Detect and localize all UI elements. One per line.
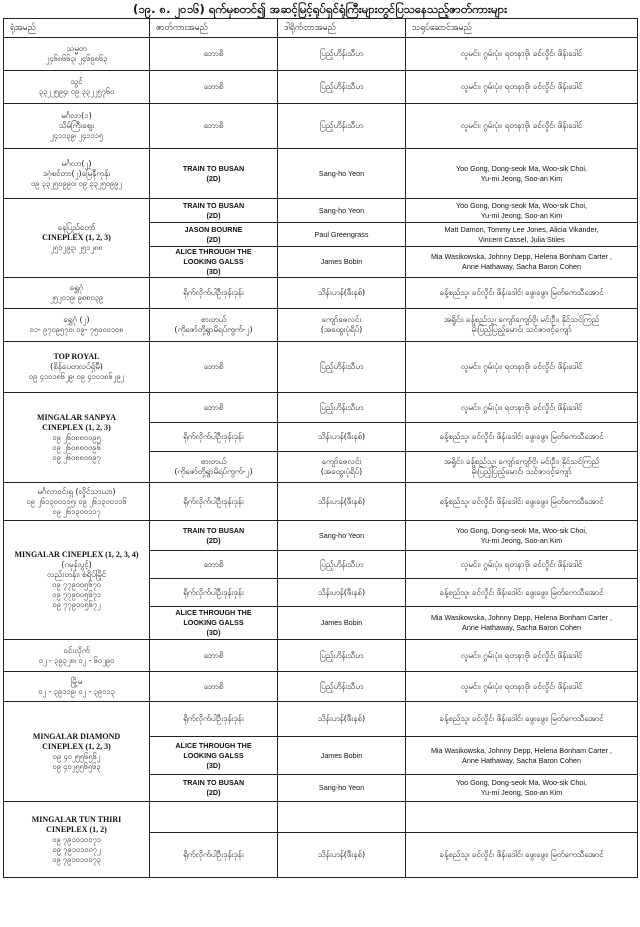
film-title: ဘောစိ <box>203 362 224 371</box>
cinema-name: မြို့မ <box>70 676 83 686</box>
cast-names: Anne Hathaway, Sacha Baron Cohen <box>462 623 581 632</box>
cast-names: Matt Damon, Tommy Lee Jones, Alicia Vikander, <box>444 224 599 234</box>
cast-names: လူမင်း၊ ဂွမ်းပုံး၊ ရတနာဗို၊ ခင်လှိုင်၊ ဖိန်းဒေါင် <box>460 362 583 371</box>
cast-cell <box>406 833 638 878</box>
director-cell <box>278 104 406 149</box>
film-title: (2D) <box>206 234 221 244</box>
film-title-cell <box>150 309 278 342</box>
cast-cell <box>406 702 638 737</box>
film-title-cell <box>150 640 278 672</box>
cinema-phone: ၀၉ ၄၀၂၅၅၆၅၆၃ <box>52 761 101 771</box>
page-title: (၁၉. ၈. ၂၀၁၆) ရက်မှစတင်၍ အဆင့်မြင့်ရုပ်ရှင်ရုံကြီးများတွင်ပြသနေသည့်ဇာတ်ကားများ <box>132 2 508 16</box>
cinema-phone: ၀၉ ၇၉၁၀၁၀၀၇၁ <box>52 834 101 844</box>
cinema-phone: ၀၉ ၇၇၉၀၀၅၆၇၀ <box>52 580 101 589</box>
cast-names: Yoo Gong, Dong-seok Ma, Woo-sik Choi, <box>455 778 588 787</box>
cast-names: ခန့်စည်သူ၊ ခင်လှိုင်၊ ဖိန်းဒေါင်၊ ဖွေးဖွေး၊ မြတ်ကေသီအောင် <box>439 288 604 297</box>
table-row <box>4 278 638 309</box>
director-name: သိန်းဟန်(ဖီးနစ်) <box>317 288 366 297</box>
cast-cell <box>406 672 638 702</box>
director-name: သိန်းဟန်(ဖီးနစ်) <box>317 432 366 441</box>
table-row <box>4 672 638 702</box>
film-title: ရိုက်လိုက်ပါဦးဒုန်းဒုန်း <box>183 714 244 723</box>
film-title: TRAIN TO BUSAN <box>182 525 245 535</box>
director-name: ပြည့်ဟိန်းသီဟ <box>319 559 364 569</box>
film-title: ALICE THROUGH THE <box>175 608 252 617</box>
cinema-cell <box>4 702 150 802</box>
cinema-name: ရွှေဂုံ (၂) <box>63 315 90 324</box>
director-name: ကျော်ဇေလင်း <box>321 457 362 466</box>
director-cell <box>278 702 406 737</box>
cinema-phone: ၀၉ ၂၆၀၈၈၀၀၉၇ <box>52 452 101 462</box>
director-name: သိန်းဟန်(ဖီးနစ်) <box>317 496 366 506</box>
cast-names: Yoo Gong, Dong-seok Ma, Woo-sik Choi, <box>455 525 588 535</box>
cinema-name: မင်္ဂလာ(၂) <box>61 158 92 168</box>
cast-names: Yu-mi Jeong, Soo-an Kim <box>480 210 563 220</box>
director-cell <box>278 71 406 104</box>
table-row <box>4 802 638 833</box>
cast-cell <box>406 104 638 149</box>
cinema-name: CINEPLEX (1, 2, 3) <box>42 233 111 242</box>
cinema-phone: ၀၂ - ၃၉၁၁၉၊ ၀၂ - ၃၉၁၁၃ <box>38 686 115 696</box>
table-row <box>4 521 638 551</box>
cinema-phone: ၀၉ ၇၇၉၀၀၅၆၇၂ <box>52 600 101 609</box>
cinema-cell <box>4 342 150 393</box>
film-title: စားတယ် <box>200 457 227 466</box>
table-header-row <box>4 19 638 38</box>
column-header-cast: သရုပ်ဆောင်အမည် <box>406 19 638 38</box>
film-title: စားတယ် <box>200 315 227 324</box>
cinema-phone: ၃၃၂၂၅၉၄၊ ၀၉ ၃၃၂၂၅၇၆၀ <box>38 87 115 96</box>
director-cell <box>278 802 406 833</box>
cast-names: အရှိုင်း၊ ခန့်စည်သူ၊ ကျော်ကျော်ဗို၊ မင်းဦး၊ နိုင်သင်ကြည် <box>443 315 600 324</box>
film-title: (ကိုဇော်တို့ရွာမိရပ်ကွက်-၂) <box>174 325 253 334</box>
film-title: (3D) <box>206 267 221 276</box>
cinema-phone: ၀၁- ၉၇၀၉၅၇၀၊ ၀၉- ၇၅၀၀၀၁၀၈ <box>29 325 124 334</box>
cast-names: မိုးပြည့်ပြည့်မောင်၊ သင်ဇာဝင့်ကျော် <box>471 467 572 476</box>
film-title-cell <box>150 104 278 149</box>
director-cell <box>278 521 406 551</box>
film-title: ဘောစိ <box>203 121 224 130</box>
director-cell <box>278 278 406 309</box>
cast-names: လူမင်း၊ ဂွမ်းပုံး၊ ရတနာဗို၊ ခင်လှိုင်၊ ဖိန်းဒေါင် <box>460 82 583 91</box>
director-cell <box>278 199 406 223</box>
table-row <box>4 342 638 393</box>
cinema-cell <box>4 71 150 104</box>
film-title: LOOKING GALSS <box>183 618 244 627</box>
film-title-cell <box>150 833 278 878</box>
cinema-phone: ၀၉ ၄၀၂၅၅၆၅၆၂ <box>52 751 101 761</box>
film-title: JASON BOURNE <box>184 224 243 234</box>
film-title: TRAIN TO BUSAN <box>182 778 245 787</box>
director-name: ပြည့်ဟိန်းသီဟ <box>319 121 364 130</box>
film-title: (2D) <box>206 173 221 183</box>
column-header-director: ဒါရိုက်တာအမည် <box>278 19 406 38</box>
cast-cell <box>406 775 638 802</box>
cast-cell <box>406 38 638 71</box>
cinema-cell <box>4 38 150 71</box>
cast-names: Yoo Gong, Dong-seok Ma, Woo-sik Choi, <box>455 163 588 173</box>
cinema-name: မင်္ဂလာ(၁) <box>61 111 92 120</box>
cinema-cell <box>4 521 150 640</box>
film-title-cell <box>150 672 278 702</box>
director-cell <box>278 579 406 607</box>
film-title: (3D) <box>206 628 221 637</box>
table-row <box>4 199 638 223</box>
cinema-name: ဝင်းလိုက် <box>63 645 90 655</box>
cinema-name: ရွှေဂုံ <box>69 283 84 292</box>
director-name: ပြည့်ဟိန်းသီဟ <box>319 362 364 371</box>
cast-cell <box>406 247 638 278</box>
showtimes-table <box>3 18 638 878</box>
director-name: James Bobin <box>320 750 363 760</box>
cinema-phone: ၀၉ ၇၇၉၀၀၅၆၇၁ <box>52 590 101 599</box>
cinema-name: MINGALAR DIAMOND <box>32 731 121 741</box>
cast-names: ခန့်စည်သူ၊ ခင်လှိုင်၊ ဖိန်းဒေါင်၊ ဖွေးဖွေး၊ မြတ်ကေသီအောင် <box>439 587 604 597</box>
film-title-cell <box>150 149 278 199</box>
cast-names: လူမင်း၊ ဂွမ်းပုံး၊ ရတနာဗို၊ ခင်လှိုင်၊ ဖိန်းဒေါင် <box>460 559 583 569</box>
director-name: Sang-ho Yeon <box>318 205 365 215</box>
cast-cell <box>406 342 638 393</box>
cast-cell <box>406 71 638 104</box>
cast-names: လူမင်း၊ ဂွမ်းပုံး၊ ရတနာဗို၊ ခင်လှိုင်၊ ဖိန်းဒေါင် <box>460 402 583 412</box>
film-title-cell <box>150 702 278 737</box>
film-title: ရိုက်လိုက်ပါဦးဒုန်းဒုန်း <box>183 288 244 297</box>
cast-cell <box>406 223 638 247</box>
cinema-cell <box>4 278 150 309</box>
film-title: LOOKING GALSS <box>183 257 244 266</box>
cast-names: Mia Wasikowska, Johnny Depp, Helena Bonham Carter , <box>430 613 613 622</box>
cast-cell <box>406 483 638 521</box>
cinema-phone: ၂၄၁၁၃၉၊ ၂၄၁၁၁၅ <box>49 131 104 140</box>
table-row <box>4 309 638 342</box>
film-title-cell <box>150 452 278 483</box>
cast-cell <box>406 199 638 223</box>
film-title: ရိုက်လိုက်ပါဦးဒုန်းဒုန်း <box>183 850 244 859</box>
cast-names: Mia Wasikowska, Johnny Depp, Helena Bonham Carter , <box>430 745 613 755</box>
film-title-cell <box>150 199 278 223</box>
cinema-name: သွင် <box>70 77 83 86</box>
cinema-cell <box>4 104 150 149</box>
film-title: (2D) <box>206 210 221 220</box>
film-title: ALICE THROUGH THE <box>175 247 252 256</box>
director-name: ပြည့်ဟိန်းသီဟ <box>319 681 364 691</box>
film-title-cell <box>150 551 278 579</box>
table-body <box>4 38 638 878</box>
film-title: ဘောစိ <box>203 402 224 412</box>
director-name: ပြည့်ဟိန်းသီဟ <box>319 49 364 58</box>
film-title: (3D) <box>206 760 221 770</box>
director-name: ပြည့်ဟိန်းသီဟ <box>319 650 364 660</box>
director-name: Paul Greengrass <box>314 229 369 239</box>
cinema-cell <box>4 672 150 702</box>
cinema-phone: ၂၄၆၈၆၆၃၊ ၂၄၆၉၈၆၃ <box>45 54 108 63</box>
film-title-cell <box>150 607 278 640</box>
cast-names: လူမင်း၊ ဂွမ်းပုံး၊ ရတနာဗို၊ ခင်လှိုင်၊ ဖိန်းဒေါင် <box>460 49 583 58</box>
film-title: LOOKING GALSS <box>183 750 244 760</box>
cast-names: Yu-mi Jeong, Soo-an Kim <box>480 173 563 183</box>
film-title-cell <box>150 579 278 607</box>
cinema-name: MINGALAR CINEPLEX (1, 2, 3, 4) <box>14 550 139 559</box>
cinema-phone: ၀၉ ၇၉၁၀၁၀၀၇၃ <box>52 854 101 864</box>
film-title: (2D) <box>206 535 221 545</box>
cast-cell <box>406 607 638 640</box>
film-title-cell <box>150 342 278 393</box>
director-cell <box>278 833 406 878</box>
cast-names: ခန့်စည်သူ၊ ခင်လှိုင်၊ ဖိန်းဒေါင်၊ ဖွေးဖွေး၊ မြတ်ကေသီအောင် <box>439 496 604 506</box>
director-name: သိန်းဟန်(ဖီးနစ်) <box>317 714 366 723</box>
cinema-cell <box>4 393 150 483</box>
director-cell <box>278 483 406 521</box>
film-title: ဘောစိ <box>203 650 224 660</box>
table-row <box>4 71 638 104</box>
cast-cell <box>406 309 638 342</box>
director-cell <box>278 423 406 452</box>
cinema-cell <box>4 640 150 672</box>
director-cell <box>278 149 406 199</box>
cast-names: ခန့်စည်သူ၊ ခင်လှိုင်၊ ဖိန်းဒေါင်၊ ဖွေးဖွေး၊ မြတ်ကေသီအောင် <box>439 432 604 441</box>
film-title-cell <box>150 223 278 247</box>
film-title-cell <box>150 737 278 775</box>
film-title: ရိုက်လိုက်ပါဦးဒုန်းဒုန်း <box>183 587 244 597</box>
film-title-cell <box>150 802 278 833</box>
cinema-name: CINEPLEX (1, 2, 3) <box>42 422 111 432</box>
film-title: ဘောစိ <box>203 49 224 58</box>
cinema-phone: ၀၉ ၂၆၁၃၀၀၁၁၇ <box>52 506 101 516</box>
cinema-name: နေပြည်တော် <box>57 223 96 232</box>
cinema-phone: ၀၉ ၂၆၀၈၈၀၀၉၆ <box>52 442 101 452</box>
cinema-name: MINGALAR TUN THIRI <box>31 814 122 824</box>
director-name: သိန်းဟန်(ဖီးနစ်) <box>317 587 366 597</box>
director-cell <box>278 551 406 579</box>
table-row <box>4 393 638 423</box>
director-name: Sang-ho Yeon <box>318 168 365 178</box>
film-title: ရိုက်လိုက်ပါဦးဒုန်းဒုန်း <box>183 496 244 506</box>
film-title: (ကိုဇော်တို့ရွာမိရပ်ကွက်-၂) <box>174 467 253 476</box>
cast-names: Yoo Gong, Dong-seok Ma, Woo-sik Choi, <box>455 200 588 210</box>
film-title: TRAIN TO BUSAN <box>182 163 245 173</box>
director-name: ပြည့်ဟိန်းသီဟ <box>319 402 364 412</box>
cast-cell <box>406 452 638 483</box>
cinema-cell <box>4 802 150 878</box>
cast-cell <box>406 579 638 607</box>
director-cell <box>278 223 406 247</box>
cinema-phone: ၂၅၂၀၁၉၊ ၉၈၈၀၃၉ <box>49 293 104 302</box>
cast-names: Vincent Cassel, Julia Stiles <box>478 234 565 244</box>
cinema-name: TOP ROYAL <box>53 352 100 361</box>
director-cell <box>278 38 406 71</box>
film-title: (2D) <box>206 788 221 797</box>
cast-cell <box>406 278 638 309</box>
cinema-cell <box>4 309 150 342</box>
cast-names: လူမင်း၊ ဂွမ်းပုံး၊ ရတနာဗို၊ ခင်လှိုင်၊ ဖိန်းဒေါင် <box>460 681 583 691</box>
film-title: TRAIN TO BUSAN <box>182 200 245 210</box>
film-title-cell <box>150 393 278 423</box>
cinema-name: ဒဂုံစင်တာ(၂)မြေနီကုန်း <box>42 168 111 178</box>
cinema-name: MINGALAR SANPYA <box>36 412 117 422</box>
table-row <box>4 149 638 199</box>
cinema-cell <box>4 483 150 521</box>
column-header-film: ဇာတ်ကားအမည် <box>150 19 278 38</box>
film-title-cell <box>150 521 278 551</box>
director-cell <box>278 737 406 775</box>
film-title: ရိုက်လိုက်ပါဦးဒုန်းဒုန်း <box>183 432 244 441</box>
film-title-cell <box>150 775 278 802</box>
director-cell <box>278 672 406 702</box>
cinema-cell <box>4 149 150 199</box>
cast-names: ခန့်စည်သူ၊ ခင်လှိုင်၊ ဖိန်းဒေါင်၊ ဖွေးဖွေး၊ မြတ်ကေသီအောင် <box>439 714 604 723</box>
director-cell <box>278 309 406 342</box>
film-title: ဘောစိ <box>203 559 224 569</box>
cast-cell <box>406 640 638 672</box>
cinema-name: မင်္ဂလာဝင်းရှ (လှိုင်သာယာ) <box>37 486 116 496</box>
cast-cell <box>406 521 638 551</box>
cast-names: Yu-mi Jeong, Soo-an Kim <box>480 788 563 797</box>
cast-cell <box>406 149 638 199</box>
cinema-name: သမ္မတ <box>66 44 87 53</box>
director-name: (အထွေးပုံရိပ်) <box>320 325 363 334</box>
director-name: Sang-ho Yeon <box>318 530 365 540</box>
cast-names: Mia Wasikowska, Johnny Depp, Helena Bonham Carter , <box>430 252 613 261</box>
cinema-name: CINEPLEX (1, 2, 3) <box>42 741 111 751</box>
cinema-name: လည်းတန်း၊ စံရိပ်မြိုင် <box>46 570 107 579</box>
film-title: ဘောစိ <box>203 681 224 691</box>
director-cell <box>278 452 406 483</box>
table-row <box>4 104 638 149</box>
director-name: (အထွေးပုံရိပ်) <box>320 467 363 476</box>
table-row <box>4 702 638 737</box>
cast-cell <box>406 737 638 775</box>
cast-names: အရှိုင်း၊ ခန့်စည်သူ၊ ကျော်ကျော်ဗို၊ မင်းဦး၊ နိုင်သင်ကြည် <box>443 457 600 466</box>
cast-names: လူမင်း၊ ဂွမ်းပုံး၊ ရတနာဗို၊ ခင်လှိုင်၊ ဖိန်းဒေါင် <box>460 121 583 130</box>
cinema-phone: ၀၉ ၇၉၁၀၁၀၀၇၂ <box>52 844 101 854</box>
director-name: ပြည့်ဟိန်းသီဟ <box>319 82 364 91</box>
film-title-cell <box>150 483 278 521</box>
cast-names: Anne Hathaway, Sacha Baron Cohen <box>462 262 581 271</box>
cast-cell <box>406 802 638 833</box>
cinema-phone: ၀၉ ၂၆၀၈၈၀၀၉၅ <box>52 432 101 442</box>
cinema-name: (ဂမုန်းပွင့်) <box>61 560 92 569</box>
cast-cell <box>406 423 638 452</box>
film-title-cell <box>150 71 278 104</box>
director-name: Sang-ho Yeon <box>318 783 365 792</box>
table-row <box>4 483 638 521</box>
cast-names: မိုးပြည့်ပြည့်မောင်၊ သင်ဇာဝင့်ကျော် <box>471 325 572 334</box>
cast-cell <box>406 393 638 423</box>
cinema-name: (စိန်ပေတလပ်ရှ်မီ) <box>50 362 103 371</box>
table-row <box>4 640 638 672</box>
film-title: ဘောစိ <box>203 82 224 91</box>
column-header-cinema: ရုံအမည် <box>4 19 150 38</box>
cast-names: Yu-mi Jeong, Soo-an Kim <box>480 535 563 545</box>
cinema-phone: ၂၅၁၂၉၃၊ ၂၅၁၂၈၈ <box>50 243 103 252</box>
film-title-cell <box>150 278 278 309</box>
film-title-cell <box>150 423 278 452</box>
director-name: James Bobin <box>320 618 363 627</box>
cinema-phone: ၀၂ - ၃၉၃၂၈၊ ၀၂ - ၆၀၂၉၀ <box>38 655 115 665</box>
cinema-phone: ၀၉ ၂၆၁၃၀၀၁၁၅၊ ၀၉ ၂၆၁၃၀၀၁၁၆ <box>26 496 127 506</box>
director-cell <box>278 247 406 278</box>
cinema-name: သိမ်ကြီးဈေး <box>58 121 95 130</box>
cinema-cell <box>4 199 150 278</box>
cast-names: ခန့်စည်သူ၊ ခင်လှိုင်၊ ဖိန်းဒေါင်၊ ဖွေးဖွေး၊ မြတ်ကေသီအောင် <box>439 850 604 859</box>
film-title-cell <box>150 38 278 71</box>
director-name: ကျော်ဇေလင်း <box>321 315 362 324</box>
cast-names: Anne Hathaway, Sacha Baron Cohen <box>462 755 581 765</box>
director-cell <box>278 607 406 640</box>
director-cell <box>278 393 406 423</box>
director-name: သိန်းဟန်(ဖီးနစ်) <box>317 850 366 859</box>
table-row <box>4 38 638 71</box>
film-title: ALICE THROUGH THE <box>175 740 252 750</box>
cast-names: လူမင်း၊ ဂွမ်းပုံး၊ ရတနာဗို၊ ခင်လှိုင်၊ ဖိန်းဒေါင် <box>460 650 583 660</box>
cast-cell <box>406 551 638 579</box>
cinema-phone: ၀၉ ၃၃၂၅၀၉၉၀၊ ၀၉ ၃၃၂၅၀၉၉၂ <box>30 178 123 188</box>
film-title-cell <box>150 247 278 278</box>
cinema-phone: ၀၉ ၄၁၀၁၈၆၂၉၊ ၀၉ ၄၁၀၁၈၆၂၉၂ <box>28 372 125 381</box>
director-name: James Bobin <box>320 257 363 266</box>
cinema-name: CINEPLEX (1, 2) <box>46 824 107 834</box>
director-cell <box>278 342 406 393</box>
director-cell <box>278 640 406 672</box>
director-cell <box>278 775 406 802</box>
